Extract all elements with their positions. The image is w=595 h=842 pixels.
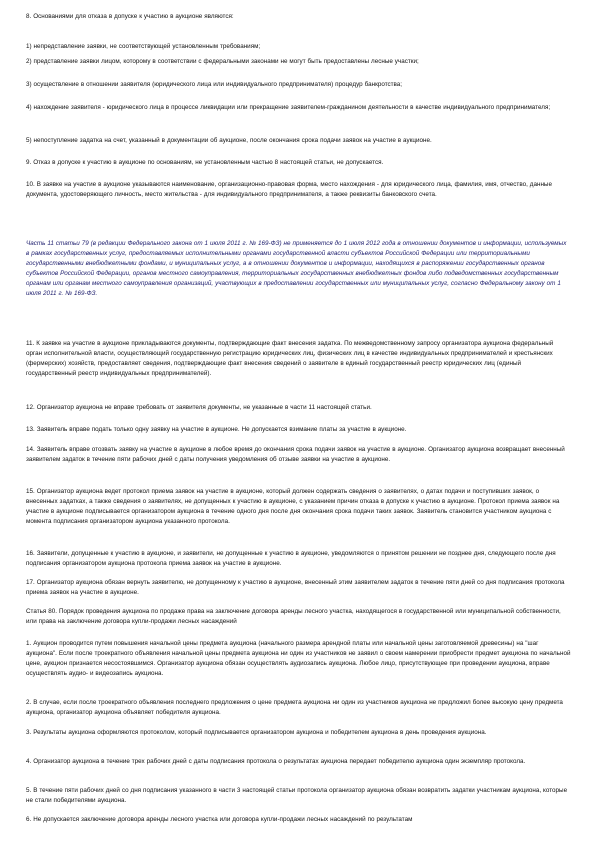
- paragraph: 6. Не допускается заключение договора аренды лесного участка или договора купли-продажи лесных насаждений по результатам: [26, 816, 413, 823]
- paragraph: 4. Организатор аукциона в течение трех рабочих дней с даты подписания протокола о результатах аукциона передает победителю аукциона один экземпляр протокола.: [26, 758, 526, 765]
- paragraph: 12. Организатор аукциона не вправе требовать от заявителя документы, не указанные в части 11 настоящей статьи.: [26, 404, 372, 411]
- paragraph: 14. Заявитель вправе отозвать заявку на участие в аукционе в любое время до окончания срока подачи заявок на участие в аукционе. Организатор аукциона возвращает внесенный заявителем задаток в течение пяти рабочих дней с даты получения уведомления об отзыве заявки на участие в аукционе.: [26, 446, 565, 464]
- paragraph: 13. Заявитель вправе подать только одну заявку на участие в аукционе. Не допускается взимание платы за участие в аукционе.: [26, 426, 407, 433]
- article-heading: Статья 80. Порядок проведения аукциона по продаже права на заключение договора аренды лесного участка, находящегося в государственной или муниципальной собственности, или права на заключение договора купли-продажи лесных насаждений: [26, 608, 561, 626]
- paragraph: 1. Аукцион проводится путем повышения начальной цены предмета аукциона (начального размера арендной платы или начальной цены заготовляемой древесины) на "шаг аукциона". Если после троекратного объявления начальной цены предмета аукциона ни один из участников не заявил о своем намерении приобрести предмет аукциона по начальной цене, аукцион признается несостоявшимся. Организатор аукциона обязан осуществлять аудиозапись аукциона. Любое лицо, присутствующее при проведении аукциона, вправе осуществлять аудио- и видеозапись аукциона.: [26, 640, 571, 678]
- paragraph: 9. Отказ в допуске к участию в аукционе по основаниям, не установленным частью 8 настоящей статьи, не допускается.: [26, 159, 384, 166]
- paragraph: 5) непоступление задатка на счет, указанный в документации об аукционе, после окончания срока подачи заявок на участие в аукционе.: [26, 137, 432, 144]
- paragraph: 5. В течение пяти рабочих дней со дня подписания указанного в части 3 настоящей статьи протокола организатор аукциона обязан возвратить задатки участникам аукциона, которые не стали победителями аукциона.: [26, 787, 568, 805]
- paragraph: 11. К заявке на участие в аукционе прикладываются документы, подтверждающие факт внесения задатка. По межведомственному запросу организатора аукциона федеральный орган исполнительной власти, осуществляющий государственную регистрацию юридических лиц, физических лиц в качестве индивидуальных предпринимателей и крестьянских (фермерских) хозяйств, предоставляет сведения, подтверждающие факт внесения сведений о заявителе в единый государственный реестр юридических лиц (единый государственный реестр индивидуальных предпринимателей).: [26, 340, 554, 378]
- paragraph: 2. В случае, если после троекратного объявления последнего предложения о цене предмета аукциона ни один из участников аукциона не предложил более высокую цену предмета аукциона, организатор аукциона объявляет победителя аукциона.: [26, 699, 563, 717]
- paragraph: 4) нахождение заявителя - юридического лица в процессе ликвидации или прекращение заявителем-гражданином деятельности в качестве индивидуального предпринимателя;: [26, 104, 551, 111]
- paragraph: 10. В заявке на участие в аукционе указываются наименование, организационно-правовая форма, место нахождения - для юридического лица, фамилия, имя, отчество, данные документа, удостоверяющего личность, место жительства - для индивидуального предпринимателя, а также реквизиты банковского счета.: [26, 181, 552, 199]
- paragraph: 2) представление заявки лицом, которому в соответствии с федеральными законами не могут быть предоставлены лесные участки;: [26, 58, 419, 65]
- paragraph: 3. Результаты аукциона оформляются протоколом, который подписывается организатором аукциона и победителем аукциона в день проведения аукциона.: [26, 729, 487, 736]
- paragraph: 15. Организатор аукциона ведет протокол приема заявок на участие в аукционе, который должен содержать сведения о заявителях, о датах подачи и поступивших заявок, о внесенных задатках, а также сведения о заявителях, не допущенных к участию в аукционе, с указанием причин отказа в допуске к участию в аукционе. Протокол приема заявок на участие в аукционе подписывается организатором аукциона в течение одного дня после дня окончания срока подачи таких заявок. Заявитель становится участником аукциона с момента подписания организатором аукциона указанного протокола.: [26, 488, 560, 526]
- paragraph: 3) осуществление в отношении заявителя (юридического лица или индивидуального предпринимателя) процедур банкротства;: [26, 81, 403, 88]
- paragraph: 1) непредставление заявки, не соответствующей установленным требованиям;: [26, 43, 261, 50]
- legal-note: Часть 11 статьи 79 (в редакции Федерального закона от 1 июля 2011 г. № 169-ФЗ) не применяется до 1 июля 2012 года в отношении документов и информации, используемых в рамках государственных услуг, предоставляемых исполнительными органами государственной власти субъектов Российской Федерации или территориальными государственными внебюджетными фондами, и муниципальных услуг, а в отношении документов и информации, находящихся в распоряжении государственных органов субъектов Российской Федерации, органов местного самоуправления, территориальных государственных внебюджетных фондов либо подведомственных государственным органам или органам местного самоуправления организаций, участвующих в предоставлении государственных или муниципальных услуг, согласно Федеральному закону от 1 июля 2011 г. № 169-ФЗ.: [26, 240, 567, 298]
- paragraph: 16. Заявители, допущенные к участию в аукционе, и заявители, не допущенные к участию в аукционе, уведомляются о принятом решении не позднее дня, следующего после дня подписания организатором аукциона протокола приема заявок на участие в аукционе.: [26, 550, 556, 568]
- paragraph: 17. Организатор аукциона обязан вернуть заявителю, не допущенному к участию в аукционе, внесенный этим заявителем задаток в течение пяти дней со дня подписания протокола приема заявок на участие в аукционе.: [26, 579, 565, 597]
- paragraph: 8. Основаниями для отказа в допуске к участию в аукционе являются:: [26, 13, 234, 20]
